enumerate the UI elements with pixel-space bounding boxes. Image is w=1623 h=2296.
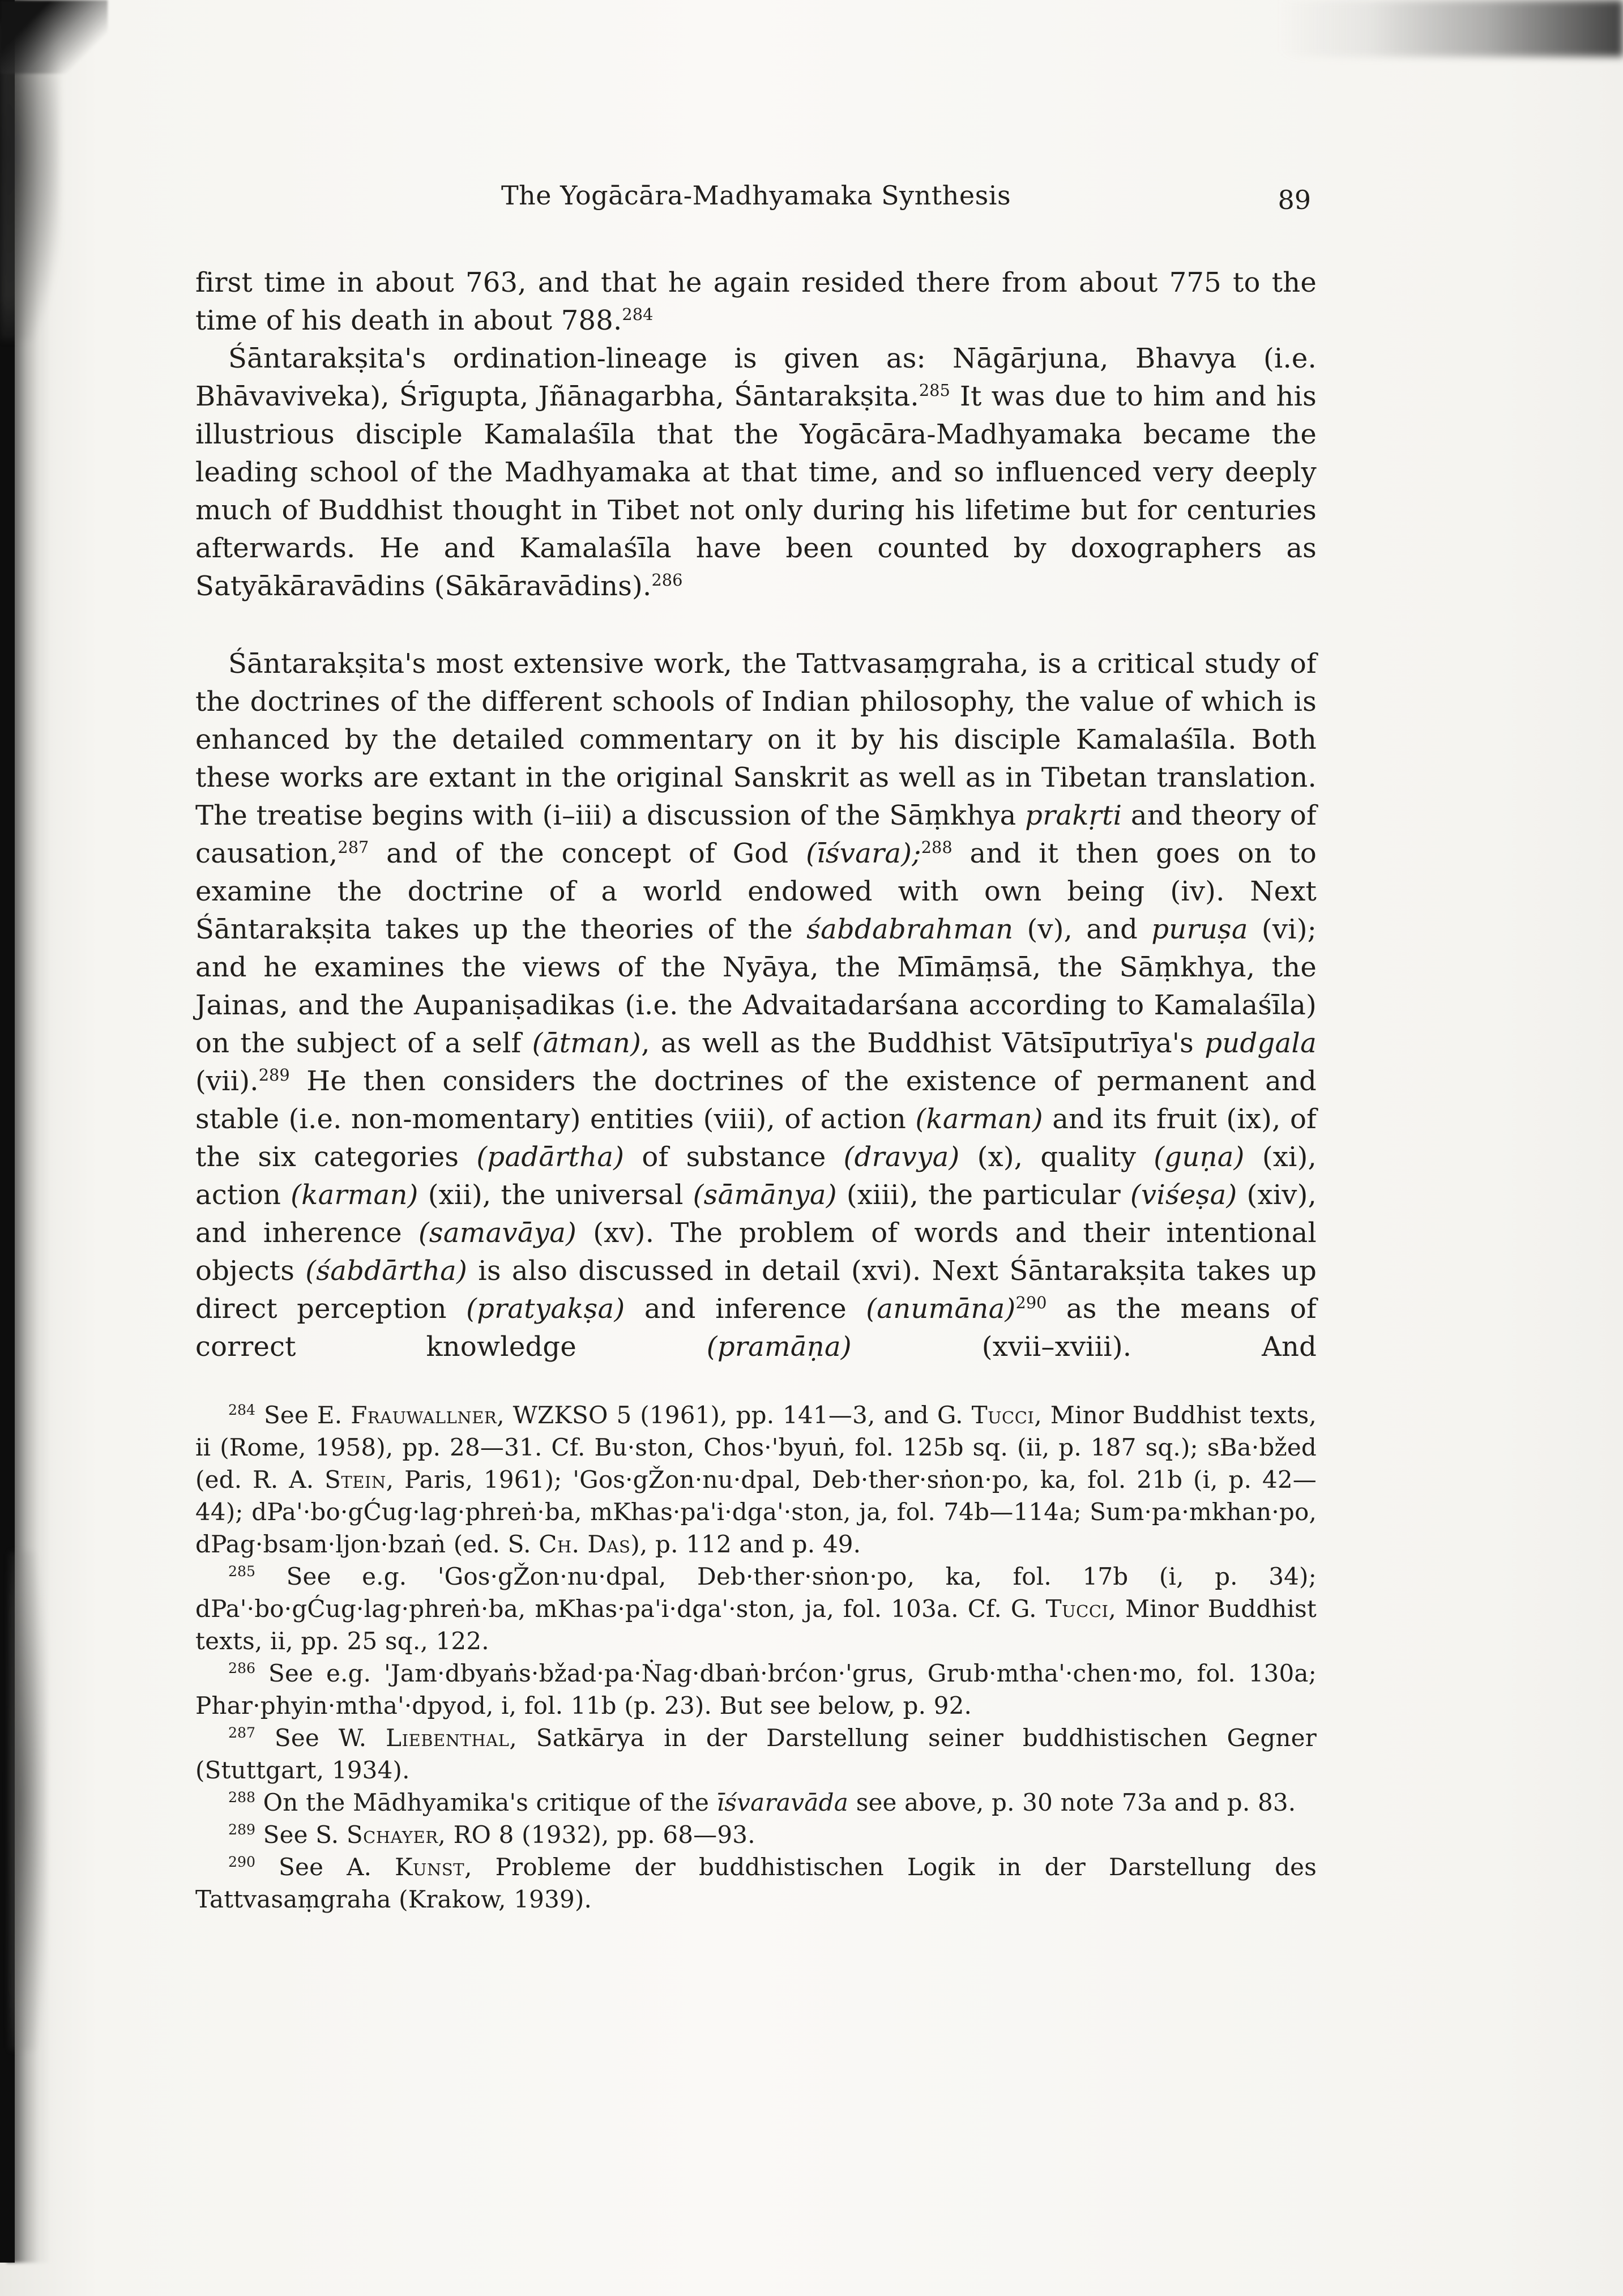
italic-term: (dravya) — [843, 1141, 960, 1173]
italic-term: īśvaravāda — [716, 1789, 849, 1816]
scan-smudge-top-right — [1261, 0, 1623, 57]
footnote-marker: 290 — [228, 1854, 256, 1870]
footnote-marker: 287 — [228, 1725, 256, 1741]
author-name-smallcaps: Tucci — [1045, 1595, 1109, 1623]
text-run: and theory of causation, — [195, 800, 1317, 869]
text-run: and it then goes on to examine the doctrine of a world endowed with own being (iv). Next Śāntarakṣita takes up the theories of the — [195, 838, 1317, 945]
italic-term: prakṛti — [1025, 800, 1122, 831]
text-run: See A. — [279, 1853, 395, 1881]
text-run: and of the concept of God — [369, 838, 806, 869]
footnote — [195, 1819, 1317, 1851]
italic-term: (karman) — [291, 1179, 418, 1211]
text-run: (vi); and he examines the views of the Nyāya, the Mīmāṃsā, the Sāṃkhya, the Jainas, and the Aupaniṣadikas (i.e. the Advaitadarśana according to Kamalaśīla) on the subject of a self — [195, 914, 1317, 1059]
italic-term: śabdabrahman — [806, 914, 1014, 945]
text-run: See e.g. 'Gos·gŽon·nu·dpal, Deb·ther·sṅon·po, ka, fol. 17b (i, p. 34); dPa'·bo·gĆug·lag·phreṅ·ba, mKhas·pa'i·dga'·ston, ja, fol. 103a. Cf. G. — [195, 1563, 1317, 1623]
text-run: See e.g. 'Jam·dbyaṅs·bžad·pa·Ṅag·dbaṅ·brćon·'grus, Grub·mtha'·chen·mo, fol. 130a; Phar·phyin·mtha'·dpyod, i, fol. 11b (p. 23). But see below, p. 92. — [195, 1659, 1317, 1719]
italic-term: (karman) — [915, 1103, 1043, 1135]
footnote-reference: 290 — [1015, 1293, 1047, 1312]
italic-term: (pratyakṣa) — [466, 1293, 625, 1325]
footnote-reference: 287 — [338, 838, 369, 857]
text-run: first time in about 763, and that he again resided there from about 775 to the time of his death in about 788. — [195, 267, 1317, 336]
text-run: See S. — [263, 1821, 347, 1849]
text-run: (v), and — [1013, 914, 1152, 945]
footnote — [195, 1851, 1317, 1915]
italic-term: (sāmānya) — [693, 1179, 837, 1211]
text-run: (xii), the universal — [418, 1179, 693, 1211]
running-header-title: The Yogācāra-Madhyamaka Synthesis — [501, 180, 1011, 211]
text-run: It was due to him and his illustrious disciple Kamalaśīla that the Yogācāra-Madhyamaka became the leading school of the Madhyamaka at that time, and so influenced very deeply much of Buddhist thought in Tibet not only during his lifetime but for centuries afterwards. He and Kamalaśīla have been counted by doxographers as Satyākāravādins (Sākāravādins). — [195, 381, 1317, 602]
text-run: , WZKSO 5 (1961), pp. 141—3, and G. — [497, 1401, 972, 1429]
text-run: , Probleme der buddhistischen Logik in der Darstellung des Tattvasaṃgraha (Krakow, 1939). — [195, 1853, 1317, 1913]
footnote-marker: 286 — [228, 1660, 256, 1676]
text-run: Śāntarakṣita's ordination-lineage is given as: Nāgārjuna, Bhavya (i.e. Bhāvaviveka), Śrīgupta, Jñānagarbha, Śāntarakṣita. — [195, 343, 1317, 412]
text-run: and inference — [625, 1293, 866, 1325]
footnote-reference: 288 — [921, 838, 953, 857]
italic-term: (śabdārtha) — [305, 1255, 468, 1287]
author-name-smallcaps: Liebenthal — [386, 1724, 510, 1752]
text-run: , Satkārya in der Darstellung seiner buddhistischen Gegner (Stuttgart, 1934). — [195, 1724, 1317, 1784]
footnote-marker: 284 — [228, 1402, 256, 1418]
footnote — [195, 1657, 1317, 1722]
italic-term: puruṣa — [1151, 914, 1248, 945]
footnote-reference: 285 — [919, 381, 950, 400]
italic-term: (padārtha) — [476, 1141, 625, 1173]
italic-term: (viśeṣa) — [1130, 1179, 1237, 1211]
author-name-smallcaps: Ch. Das — [539, 1530, 631, 1558]
body-paragraph — [195, 264, 1317, 340]
italic-term: (guṇa) — [1154, 1141, 1245, 1173]
footnote-marker: 288 — [228, 1789, 256, 1806]
body-paragraph — [195, 340, 1317, 605]
text-run: (x), quality — [959, 1141, 1154, 1173]
text-run: He then considers the doctrines of the existence of permanent and stable (i.e. non-momentary) entities (viii), of action — [195, 1065, 1317, 1135]
author-name-smallcaps: Stein — [324, 1466, 386, 1493]
body-paragraph — [195, 645, 1317, 1366]
page-content — [195, 180, 1317, 1915]
text-run: and its fruit (ix), of the six categories — [195, 1103, 1317, 1173]
footnotes — [195, 1399, 1317, 1915]
scan-corner-smudge-top-left — [0, 0, 108, 74]
text-run: On the Mādhyamika's critique of the — [263, 1789, 717, 1816]
author-name-smallcaps: Frauwallner — [351, 1401, 497, 1429]
footnote — [195, 1786, 1317, 1819]
text-run: See W. — [274, 1724, 386, 1752]
text-run: (xv). The problem of words and their intentional objects — [195, 1217, 1317, 1287]
text-run: , as well as the Buddhist Vātsīputrīya's — [641, 1027, 1205, 1059]
footnote-marker: 285 — [228, 1563, 256, 1580]
italic-term: (īśvara); — [806, 838, 921, 869]
footnote-reference: 289 — [258, 1065, 290, 1085]
italic-term: pudgala — [1205, 1027, 1317, 1059]
text-run: of substance — [624, 1141, 844, 1173]
footnote-reference: 284 — [622, 305, 654, 324]
text-run: (xi), action — [195, 1141, 1317, 1211]
footnote — [195, 1722, 1317, 1786]
text-run: ), p. 112 and p. 49. — [630, 1530, 861, 1558]
scan-edge-blotch-middle — [9, 1552, 46, 2050]
author-name-smallcaps: Kunst — [395, 1853, 465, 1881]
author-name-smallcaps: Schayer — [346, 1821, 438, 1849]
text-run: , Minor Buddhist texts, ii, pp. 25 sq., 122. — [195, 1595, 1317, 1655]
text-run: , Paris, 1961); 'Gos·gŽon·nu·dpal, Deb·ther·sṅon·po, ka, fol. 21b (i, p. 42—44); dPa'·bo·gĆug·lag·phreṅ·ba, mKhas·pa'i·dga'·ston, ja, fol. 74b—114a; Sum·pa·mkhan·po, dPag·bsam·ljon·bzaṅ (ed. S. — [195, 1466, 1317, 1558]
text-run: , RO 8 (1932), pp. 68—93. — [438, 1821, 755, 1849]
text-run: , Minor Buddhist texts, ii (Rome, 1958), pp. 28—31. Cf. Bu·ston, Chos·'byuṅ, fol. 125b sq. (ii, p. 187 sq.); sBa·bžed (ed. R. A. — [195, 1401, 1317, 1493]
text-run: (xiv), and inherence — [195, 1179, 1317, 1249]
text-run: is also discussed in detail (xvi). Next Śāntarakṣita takes up direct perception — [195, 1255, 1317, 1325]
text-run: (xvii–xviii). And — [851, 1331, 1317, 1363]
page-number: 89 — [1278, 185, 1311, 215]
text-run: (xiii), the particular — [836, 1179, 1130, 1211]
text-run: as the means of correct knowledge — [195, 1293, 1317, 1363]
text-run: (vii). — [195, 1065, 259, 1097]
italic-term: (samavāya) — [418, 1217, 577, 1249]
italic-term: (ātman) — [532, 1027, 642, 1059]
text-run: See E. — [263, 1401, 351, 1429]
text-run: Śāntarakṣita's most extensive work, the Tattvasaṃgraha, is a critical study of the doctrines of the different schools of Indian philosophy, the value of which is enhanced by the detailed commentary on it by his disciple Kamalaśīla. Both these works are extant in the original Sanskrit as well as in Tibetan translation. The treatise begins with (i–iii) a discussion of the Sāṃkhya — [195, 648, 1317, 831]
italic-term: (anumāna) — [866, 1293, 1016, 1325]
body-paragraphs — [195, 264, 1317, 1366]
author-name-smallcaps: Tucci — [971, 1401, 1035, 1429]
footnote — [195, 1399, 1317, 1560]
footnote-marker: 289 — [228, 1821, 256, 1838]
running-header — [195, 180, 1317, 220]
footnote-reference: 286 — [651, 570, 683, 590]
italic-term: (pramāṇa) — [706, 1331, 852, 1363]
footnote — [195, 1560, 1317, 1657]
text-run: see above, p. 30 note 73a and p. 83. — [848, 1789, 1296, 1816]
